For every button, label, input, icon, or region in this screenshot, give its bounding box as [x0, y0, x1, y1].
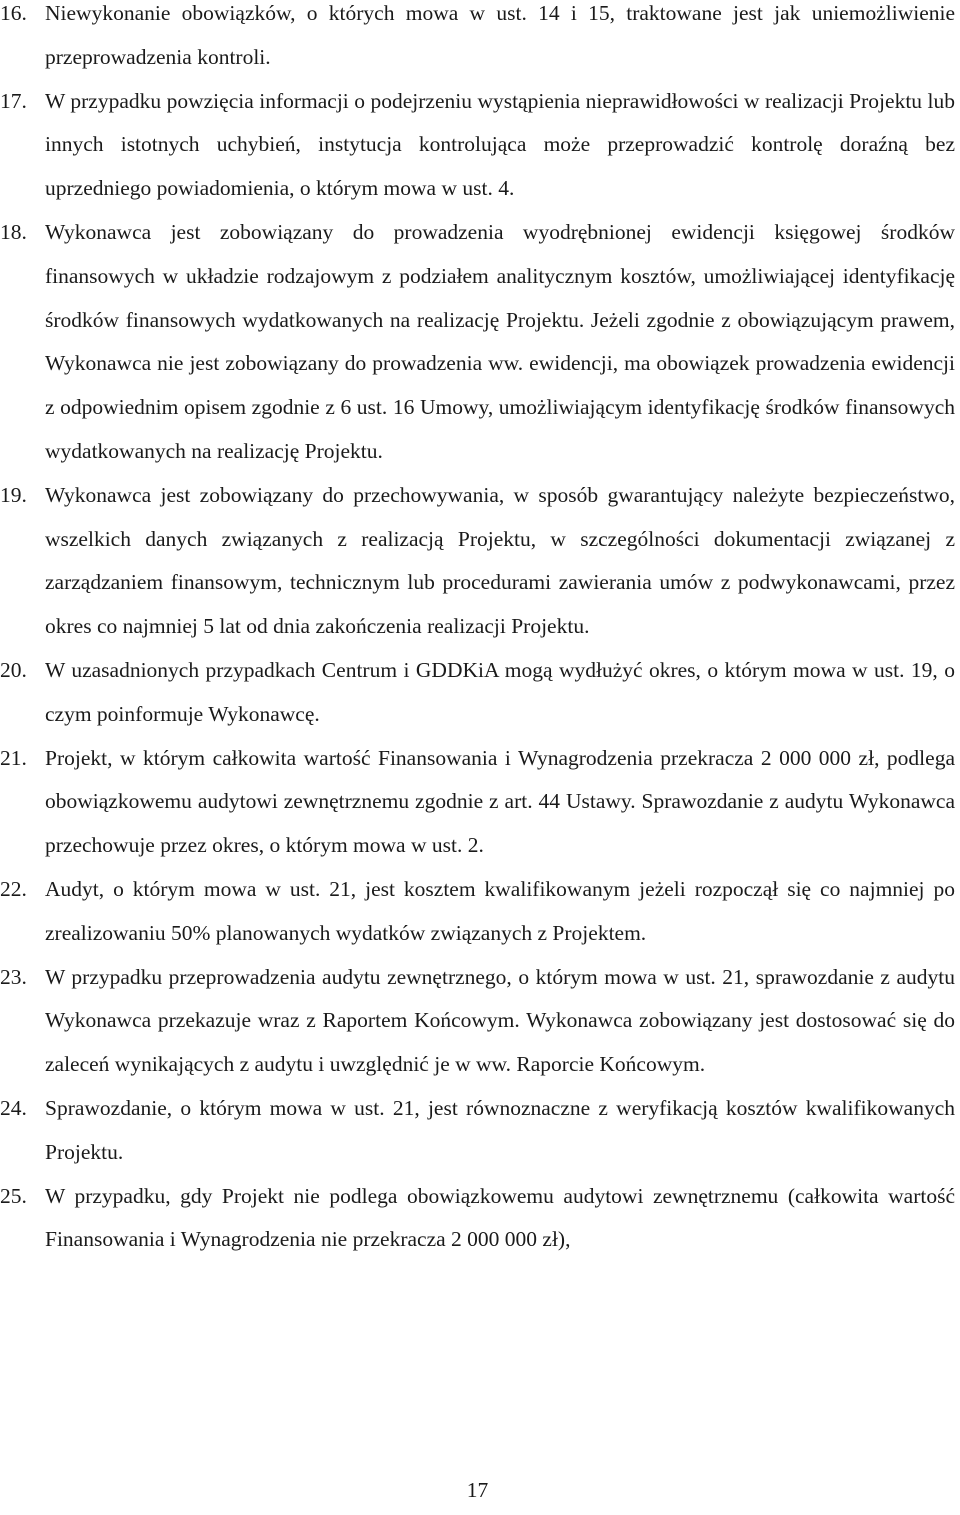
item-number: 18.: [0, 219, 27, 244]
list-item: [0, 0, 955, 80]
item-number: 22.: [0, 876, 27, 901]
item-text: Audyt, o którym mowa w ust. 21, jest kosztem kwalifikowanym jeżeli rozpoczął się co najmniej po zrealizowaniu 50% planowanych wydatków związanych z Projektem.: [45, 876, 955, 945]
item-text: Sprawozdanie, o którym mowa w ust. 21, jest równoznaczne z weryfikacją kosztów kwalifikowanych Projektu.: [45, 1095, 955, 1164]
item-number: 16.: [0, 1, 27, 25]
item-text: W przypadku, gdy Projekt nie podlega obowiązkowemu audytowi zewnętrznemu (całkowita wartość Finansowania i Wynagrodzenia nie przekracza 2 000 000 zł),: [45, 1183, 955, 1252]
item-text: Projekt, w którym całkowita wartość Finansowania i Wynagrodzenia przekracza 2 000 000 zł, podlega obowiązkowemu audytowi zewnętrznemu zgodnie z art. 44 Ustawy. Sprawozdanie z audytu Wykonawca przechowuje przez okres, o którym mowa w ust. 2.: [45, 745, 955, 858]
item-number: 21.: [0, 745, 27, 770]
item-text: Wykonawca jest zobowiązany do przechowywania, w sposób gwarantujący należyte bezpieczeństwo, wszelkich danych związanych z realizacją Projektu, w szczególności dokumentacji związanej z zarządzaniem finansowym, technicznym lub procedurami zawierania umów z podwykonawcami, przez okres co najmniej 5 lat od dnia zakończenia realizacji Projektu.: [45, 482, 955, 639]
list-item: [0, 474, 955, 649]
list-item: [0, 211, 955, 474]
list-item: [0, 80, 955, 211]
list-item: [0, 737, 955, 868]
list-item: [0, 1175, 955, 1263]
item-number: 25.: [0, 1183, 27, 1208]
item-number: 17.: [0, 88, 27, 113]
list-item: [0, 1087, 955, 1175]
list-item: [0, 868, 955, 956]
item-text: Niewykonanie obowiązków, o których mowa w ust. 14 i 15, traktowane jest jak uniemożliwienie przeprowadzenia kontroli.: [45, 1, 955, 69]
item-number: 19.: [0, 482, 27, 507]
item-text: W przypadku przeprowadzenia audytu zewnętrznego, o którym mowa w ust. 21, sprawozdanie z audytu Wykonawca przekazuje wraz z Raportem Końcowym. Wykonawca zobowiązany jest dostosować się do zaleceń wynikających z audytu i uwzględnić je w ww. Raporcie Końcowym.: [45, 964, 955, 1077]
list-item: [0, 649, 955, 737]
list-item: [0, 956, 955, 1087]
item-number: 23.: [0, 964, 27, 989]
item-text: Wykonawca jest zobowiązany do prowadzenia wyodrębnionej ewidencji księgowej środków finansowych w układzie rodzajowym z podziałem analitycznym kosztów, umożliwiającej identyfikację środków finansowych wydatkowanych na realizację Projektu. Jeżeli zgodnie z obowiązującym prawem, Wykonawca nie jest zobowiązany do prowadzenia ww. ewidencji, ma obowiązek prowadzenia ewidencji z odpowiednim opisem zgodnie z 6 ust. 16 Umowy, umożliwiającym identyfikację środków finansowych wydatkowanych na realizację Projektu.: [45, 219, 955, 463]
page-number: 17: [466, 1478, 489, 1502]
item-text: W uzasadnionych przypadkach Centrum i GDDKiA mogą wydłużyć okres, o którym mowa w ust. 19, o czym poinformuje Wykonawcę.: [45, 657, 955, 726]
item-text: W przypadku powzięcia informacji o podejrzeniu wystąpienia nieprawidłowości w realizacji Projektu lub innych istotnych uchybień, instytucja kontrolująca może przeprowadzić kontrolę doraźną bez uprzedniego powiadomienia, o którym mowa w ust. 4.: [45, 88, 955, 201]
item-number: 20.: [0, 657, 27, 682]
item-number: 24.: [0, 1095, 27, 1120]
